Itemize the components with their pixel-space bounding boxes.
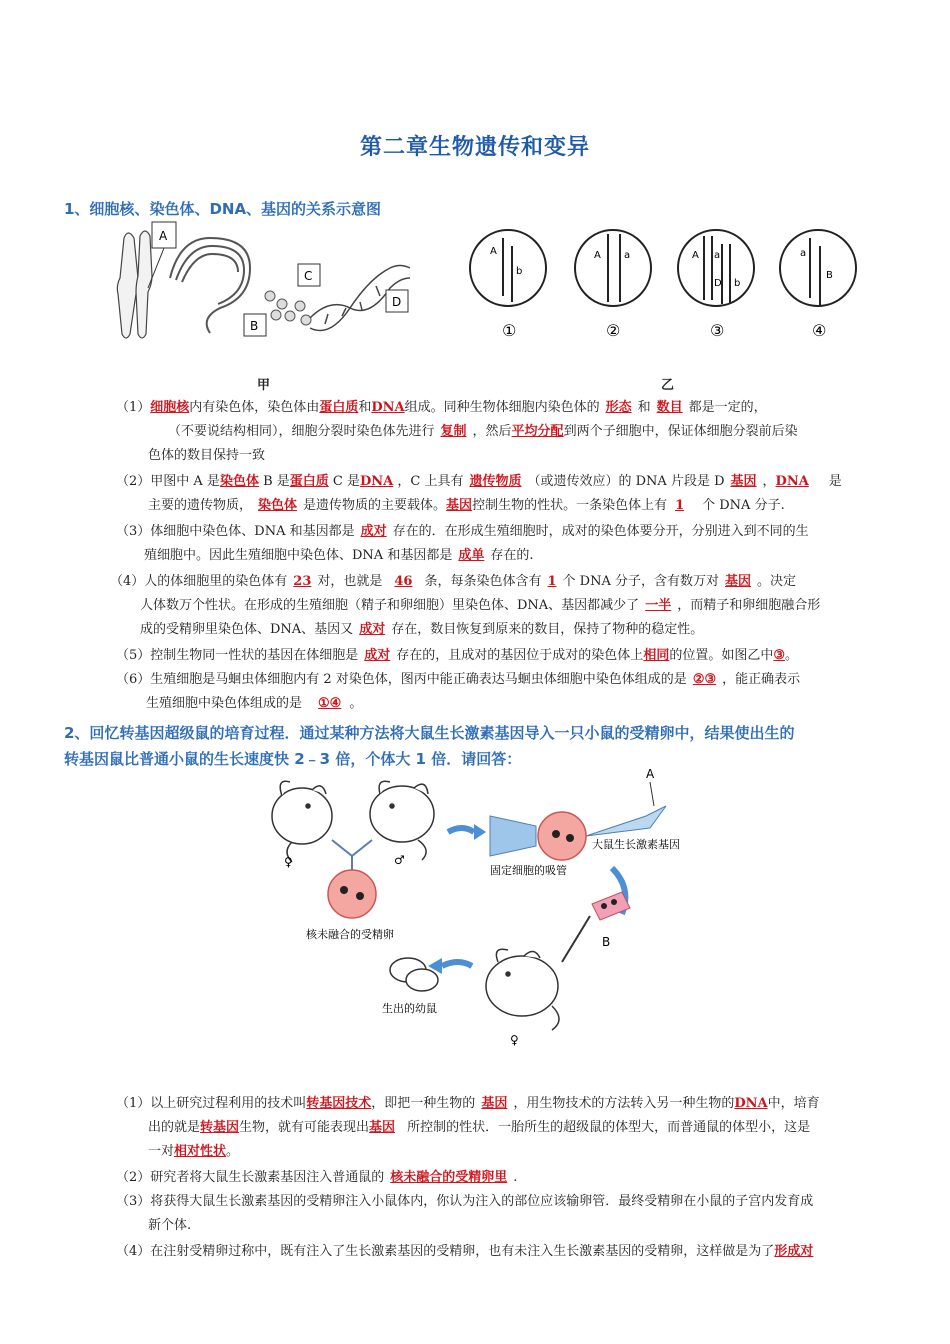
svg-text:♀: ♀: [510, 1033, 519, 1047]
s2-q1: [116, 1092, 896, 1164]
s2-q1-line2: 出的就是转基因生物，就有可能表现出基因 所控制的性状．一胎所生的超级鼠的体型大，而普通鼠的体型小，这是: [148, 1120, 811, 1135]
section2-heading: 2、回忆转基因超级鼠的培育过程．通过某种方法将大鼠生长激素基因导入一只小鼠的受精卵中，结果使出生的 转基因鼠比普通小鼠的生长速度快 2﹣3 倍，个体大 1 倍．请回答：: [64, 724, 795, 768]
svg-text:A: A: [692, 250, 699, 261]
s1-q4-line1: （4）人的体细胞里的染色体有 23 对，也就是 46 条，每条染色体含有 1 个 DNA 分子，含有数万对 基因 。决定: [110, 574, 797, 589]
svg-text:核未融合的受精卵: 核未融合的受精卵: [306, 928, 394, 941]
figure-jia: [110, 218, 420, 348]
svg-text:a: a: [624, 250, 631, 261]
fertilized-egg-icon: [328, 870, 376, 918]
s1-q1-line1: （1）细胞核内有染色体，染色体由蛋白质和DNA组成。同种生物体细胞内染色体的 形态 和 数目 都是一定的，: [116, 400, 767, 415]
svg-text:D: D: [714, 278, 722, 289]
s1-q4-line2: 人体数万个性状。在形成的生殖细胞（精子和卵细胞）里染色体、DNA、基因都减少了 一半 ，而精子和卵细胞融合形: [140, 598, 821, 613]
s1-q2-line1: （2）甲图中 A 是染色体 B 是蛋白质 C 是DNA ，C 上具有 遗传物质 （或遗传效应）的 DNA 片段是 D 基因 ，DNA 是: [116, 474, 842, 489]
s1-q1-line2: （不要说结构相同），细胞分裂时染色体先进行 复制 ，然后平均分配到两个子细胞中，保证体细胞分裂前后染: [168, 424, 798, 439]
cell-circle-3: [678, 230, 754, 340]
histone-beads: [265, 291, 311, 325]
svg-text:a: a: [800, 248, 807, 259]
page-title: 第二章生物遗传和变异: [359, 135, 590, 160]
cell-circle-4: [780, 230, 856, 340]
svg-text:♀: ♀: [284, 855, 293, 869]
s1-q3: [116, 520, 896, 568]
s1-q3-line2: 殖细胞中。因此生殖细胞中染色体、DNA 和基因都是 成单 存在的.: [144, 548, 534, 563]
chromosome-drawing: [117, 231, 152, 338]
arrow-left-icon: [442, 962, 472, 966]
s1-q5: （5）控制生物同一性状的基因在体细胞是 成对 存在的，且成对的基因位于成对的染色体上相同的位置。如图乙中③。: [116, 648, 799, 663]
svg-text:D: D: [392, 295, 402, 309]
section1-heading: 1、细胞核、染色体、DNA、基因的关系示意图: [64, 200, 382, 218]
svg-text:♂: ♂: [394, 853, 405, 867]
mouse-male-icon: [370, 781, 434, 860]
figure-yi-label: 乙: [661, 378, 675, 393]
svg-text:①: ①: [502, 321, 517, 340]
svg-text:B: B: [826, 270, 833, 281]
svg-text:b: b: [516, 266, 523, 277]
s2-q1-line1: （1）以上研究过程利用的技术叫转基因技术，即把一种生物的 基因 ，用生物技术的方法转入另一种生物的DNA中，培育: [116, 1096, 820, 1111]
s1-q1-line3: 色体的数目保持一致: [148, 448, 266, 463]
mouse-recipient-icon: [486, 949, 559, 1030]
s2-q2: （2）研究者将大鼠生长激素基因注入普通鼠的 核未融合的受精卵里 .: [116, 1170, 518, 1185]
svg-text:a: a: [714, 250, 721, 261]
figure-yi: [468, 218, 868, 348]
s1-q2: [116, 470, 896, 518]
s1-q4-line3: 成的受精卵里染色体、DNA、基因又 成对 存在，数目恢复到原来的数目，保持了物种的稳定性。: [140, 622, 704, 637]
cell-circle-1: [470, 230, 546, 340]
svg-text:A: A: [159, 229, 168, 243]
mouse-female-icon: [272, 781, 332, 862]
s1-q3-line1: （3）体细胞中染色体、DNA 和基因都是 成对 存在的．在形成生殖细胞时，成对的染色体要分开，分别进入到不同的生: [116, 524, 809, 539]
label-box-c: [298, 264, 320, 286]
label-box-b: [244, 314, 266, 336]
svg-text:A: A: [594, 250, 601, 261]
s1-q6: [116, 668, 896, 716]
svg-text:A: A: [490, 246, 497, 257]
s1-q6-line2: 生殖细胞中染色体组成的是 ①④ 。: [146, 696, 363, 711]
s1-q1: [116, 396, 896, 468]
svg-text:固定细胞的吸管: 固定细胞的吸管: [490, 864, 567, 877]
svg-text:B: B: [250, 319, 259, 333]
cell-circle-2: [575, 230, 651, 340]
mating-connector: [332, 840, 372, 870]
syringe-icon: [562, 892, 630, 962]
svg-text:B: B: [602, 935, 611, 949]
s1-q6-line1: （6）生殖细胞是马蛔虫体细胞内有 2 对染色体，图丙中能正确表达马蛔虫体细胞中染色体组成的是 ②③ ，能正确表示: [116, 672, 801, 687]
label-box-a: [148, 222, 176, 288]
svg-text:②: ②: [606, 321, 621, 340]
label-a-pointer: [650, 782, 654, 806]
pups-icon: [390, 958, 438, 991]
s1-q2-line2: 主要的遗传物质， 染色体 是遗传物质的主要载体。基因控制生物的性状。一条染色体上有 1 个 DNA 分子.: [148, 498, 785, 513]
arrow-head-icon: [474, 824, 486, 840]
s1-q4: [110, 570, 900, 642]
svg-text:大鼠生长激素基因: 大鼠生长激素基因: [592, 838, 680, 851]
holding-pipette-icon: [490, 806, 666, 860]
label-box-d: [386, 290, 408, 312]
svg-text:A: A: [646, 767, 655, 781]
figure-jia-label: 甲: [257, 378, 271, 393]
arrow-right-icon: [448, 828, 474, 832]
s2-q1-line3: 一对相对性状。: [148, 1144, 240, 1159]
s2-q3: （3）将获得大鼠生长激素基因的受精卵注入小鼠体内，你认为注入的部位应该输卵管．最终受精卵在小鼠的子宫内发育成 新个体.: [116, 1194, 814, 1233]
s2-q4: （4）在注射受精卵过称中，既有注入了生长激素基因的受精卵，也有未注入生长激素基因的受精卵，这样做是为了形成对: [116, 1244, 814, 1259]
svg-text:b: b: [734, 278, 741, 289]
svg-text:③: ③: [710, 321, 725, 340]
svg-text:生出的幼鼠: 生出的幼鼠: [382, 1002, 437, 1015]
chromatin-coil: [170, 238, 250, 333]
transgenic-figure: [262, 766, 702, 1056]
svg-text:④: ④: [812, 321, 827, 340]
svg-text:C: C: [304, 269, 313, 283]
